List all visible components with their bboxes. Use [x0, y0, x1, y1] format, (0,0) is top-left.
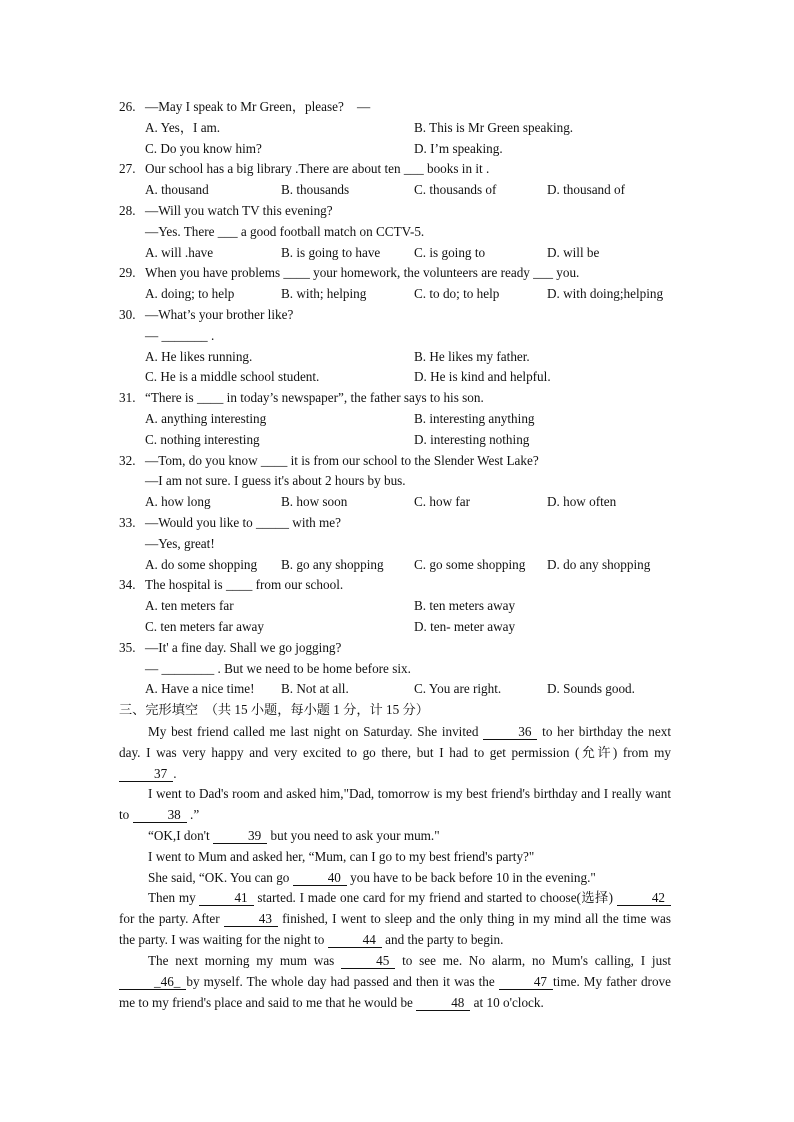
answer-option[interactable]: D. will be	[547, 244, 600, 260]
answer-option[interactable]: C. He is a middle school student.	[145, 369, 320, 385]
passage-text: to her birthday the next day. I was very happy and very excited to go there, but I had to get permission (允许) from my	[119, 724, 672, 760]
answer-option[interactable]: C. thousands of	[414, 182, 497, 198]
question-stem: —Yes. There ___ a good football match on CCTV-5.	[145, 223, 425, 239]
question-number: 31.	[119, 390, 136, 406]
passage-paragraph	[119, 887, 671, 950]
answer-option[interactable]: D. ten- meter away	[414, 619, 516, 634]
section-title: 三、完形填空 （共 15 小题，每小题 1 分，计 15 分）	[119, 702, 429, 718]
question-stem: —Tom, do you know ____ it is from our school to the Slender West Lake?	[145, 452, 539, 468]
question-stem: —May I speak to Mr Green，please? —	[145, 99, 371, 114]
passage-paragraph	[119, 846, 671, 867]
cloze-blank[interactable]: 42	[617, 890, 671, 906]
answer-option[interactable]: C. go some shopping	[414, 556, 526, 572]
answer-option[interactable]: D. do any shopping	[547, 556, 651, 572]
passage-paragraph	[119, 867, 671, 888]
cloze-blank[interactable]: 45	[341, 953, 395, 969]
passage-text: The next morning my mum was	[148, 952, 342, 968]
answer-option[interactable]: B. ten meters away	[414, 598, 516, 614]
answer-option[interactable]: D. thousand of	[547, 182, 626, 198]
answer-option[interactable]: B. This is Mr Green speaking.	[414, 119, 574, 135]
passage-paragraph	[119, 783, 671, 825]
passage-text: but you need to ask your mum."	[267, 828, 440, 843]
question-stem: “There is ____ in today’s newspaper”, the father says to his son.	[145, 390, 484, 406]
passage-text: started. I made one card for my friend and started to choose(选择)	[253, 890, 617, 906]
cloze-blank[interactable]: 39	[213, 828, 267, 844]
passage-text: time. My father drove me to my friend's place and said to me that he would be	[119, 973, 671, 1010]
answer-option[interactable]: D. interesting nothing	[414, 431, 530, 447]
cloze-blank[interactable]: 47	[499, 974, 553, 990]
answer-option[interactable]: A. do some shopping	[145, 556, 258, 572]
answer-option[interactable]: D. how often	[547, 494, 617, 510]
cloze-blank[interactable]: 41	[199, 890, 253, 906]
question-number: 35.	[119, 639, 136, 655]
passage-text: “OK,I don't	[148, 828, 214, 843]
question-stem: The hospital is ____ from our school.	[145, 577, 344, 593]
answer-option[interactable]: C. how far	[414, 494, 471, 510]
answer-option[interactable]: B. go any shopping	[281, 556, 384, 572]
answer-option[interactable]: D. I’m speaking.	[414, 140, 503, 156]
cloze-blank[interactable]: _46_	[119, 974, 186, 990]
answer-option[interactable]: C. to do; to help	[414, 286, 500, 302]
passage-text: I went to Dad's room and asked him,"Dad, tomorrow is my best friend's birthday and I really want to	[119, 786, 671, 823]
answer-option[interactable]: D. Sounds good.	[547, 681, 635, 697]
passage-text: Then my	[148, 890, 200, 906]
answer-option[interactable]: B. is going to have	[281, 244, 381, 260]
question-number: 26.	[119, 99, 136, 114]
answer-option[interactable]: A. He likes running.	[145, 348, 253, 364]
answer-option[interactable]: B. interesting anything	[414, 411, 535, 426]
answer-option[interactable]: A. Yes，I am.	[145, 119, 221, 135]
question-stem: —It' a fine day. Shall we go jogging?	[145, 639, 342, 655]
passage-text: for the party. After	[119, 911, 224, 927]
answer-option[interactable]: B. thousands	[281, 182, 350, 198]
question-stem: —What’s your brother like?	[145, 307, 294, 322]
question-stem: — ________ . But we need to be home before six.	[145, 660, 411, 676]
answer-option[interactable]: C. ten meters far away	[145, 619, 265, 634]
answer-option[interactable]: B. He likes my father.	[414, 348, 530, 364]
answer-option[interactable]: C. You are right.	[414, 681, 502, 697]
question-number: 30.	[119, 307, 136, 322]
passage-text: .	[173, 766, 177, 781]
question-number: 29.	[119, 265, 136, 281]
cloze-blank[interactable]: 43	[224, 911, 278, 927]
question-number: 28.	[119, 203, 136, 218]
passage-paragraph	[119, 950, 671, 1013]
answer-option[interactable]: A. doing; to help	[145, 286, 235, 302]
question-stem: —Yes, great!	[145, 535, 215, 551]
answer-option[interactable]: D. with doing;helping	[547, 286, 664, 302]
passage-text: you have to be back before 10 in the evening."	[346, 869, 596, 885]
answer-option[interactable]: B. with; helping	[281, 286, 367, 302]
answer-option[interactable]: C. Do you know him?	[145, 140, 262, 156]
passage-text: My best friend called me last night on Saturday. She invited	[148, 724, 484, 739]
passage-paragraph	[119, 721, 671, 784]
cloze-blank[interactable]: 37	[119, 766, 173, 782]
answer-option[interactable]: D. He is kind and helpful.	[414, 369, 551, 385]
passage-paragraph	[119, 825, 671, 846]
question-stem: — _______ .	[145, 327, 215, 343]
cloze-blank[interactable]: 36	[483, 724, 537, 740]
answer-option[interactable]: A. ten meters far	[145, 598, 234, 614]
question-stem: When you have problems ____ your homework, the volunteers are ready ___ you.	[145, 265, 580, 281]
answer-option[interactable]: A. how long	[145, 494, 211, 510]
cloze-blank[interactable]: 38	[133, 807, 187, 823]
cloze-blank[interactable]: 40	[293, 870, 347, 886]
answer-option[interactable]: C. is going to	[414, 244, 486, 260]
answer-option[interactable]: A. will .have	[145, 244, 214, 260]
passage-text: I went to Mum and asked her, “Mum, can I go to my best friend's party?"	[148, 848, 535, 864]
answer-option[interactable]: A. thousand	[145, 182, 209, 198]
question-number: 34.	[119, 577, 136, 593]
question-stem: —Would you like to _____ with me?	[145, 515, 341, 530]
question-number: 33.	[119, 515, 136, 530]
answer-option[interactable]: C. nothing interesting	[145, 431, 260, 447]
answer-option[interactable]: B. Not at all.	[281, 681, 349, 697]
answer-option[interactable]: A. Have a nice time!	[145, 681, 255, 697]
cloze-blank[interactable]: 44	[328, 932, 382, 948]
passage-text: She said, “OK. You can go	[148, 869, 293, 885]
passage-text: and the party to begin.	[381, 932, 504, 948]
question-number: 32.	[119, 452, 136, 468]
passage-text: to see me. No alarm, no Mum's calling, I just	[395, 952, 671, 968]
question-stem: Our school has a big library .There are about ten ___ books in it .	[145, 161, 490, 177]
answer-option[interactable]: A. anything interesting	[145, 411, 267, 426]
cloze-blank[interactable]: 48	[416, 995, 470, 1011]
passage-text: finished, I went to sleep and the only thing in my mind all the time was the party. I was waiting for the night to	[119, 911, 671, 948]
passage-text: .”	[186, 807, 200, 823]
question-number: 27.	[119, 161, 136, 177]
passage-text: at 10 o'clock.	[470, 994, 544, 1010]
answer-option[interactable]: B. how soon	[281, 494, 348, 510]
passage-text: by myself. The whole day had passed and then it was the	[186, 973, 499, 989]
question-stem: —Will you watch TV this evening?	[145, 203, 333, 218]
question-stem: —I am not sure. I guess it's about 2 hours by bus.	[145, 473, 406, 489]
